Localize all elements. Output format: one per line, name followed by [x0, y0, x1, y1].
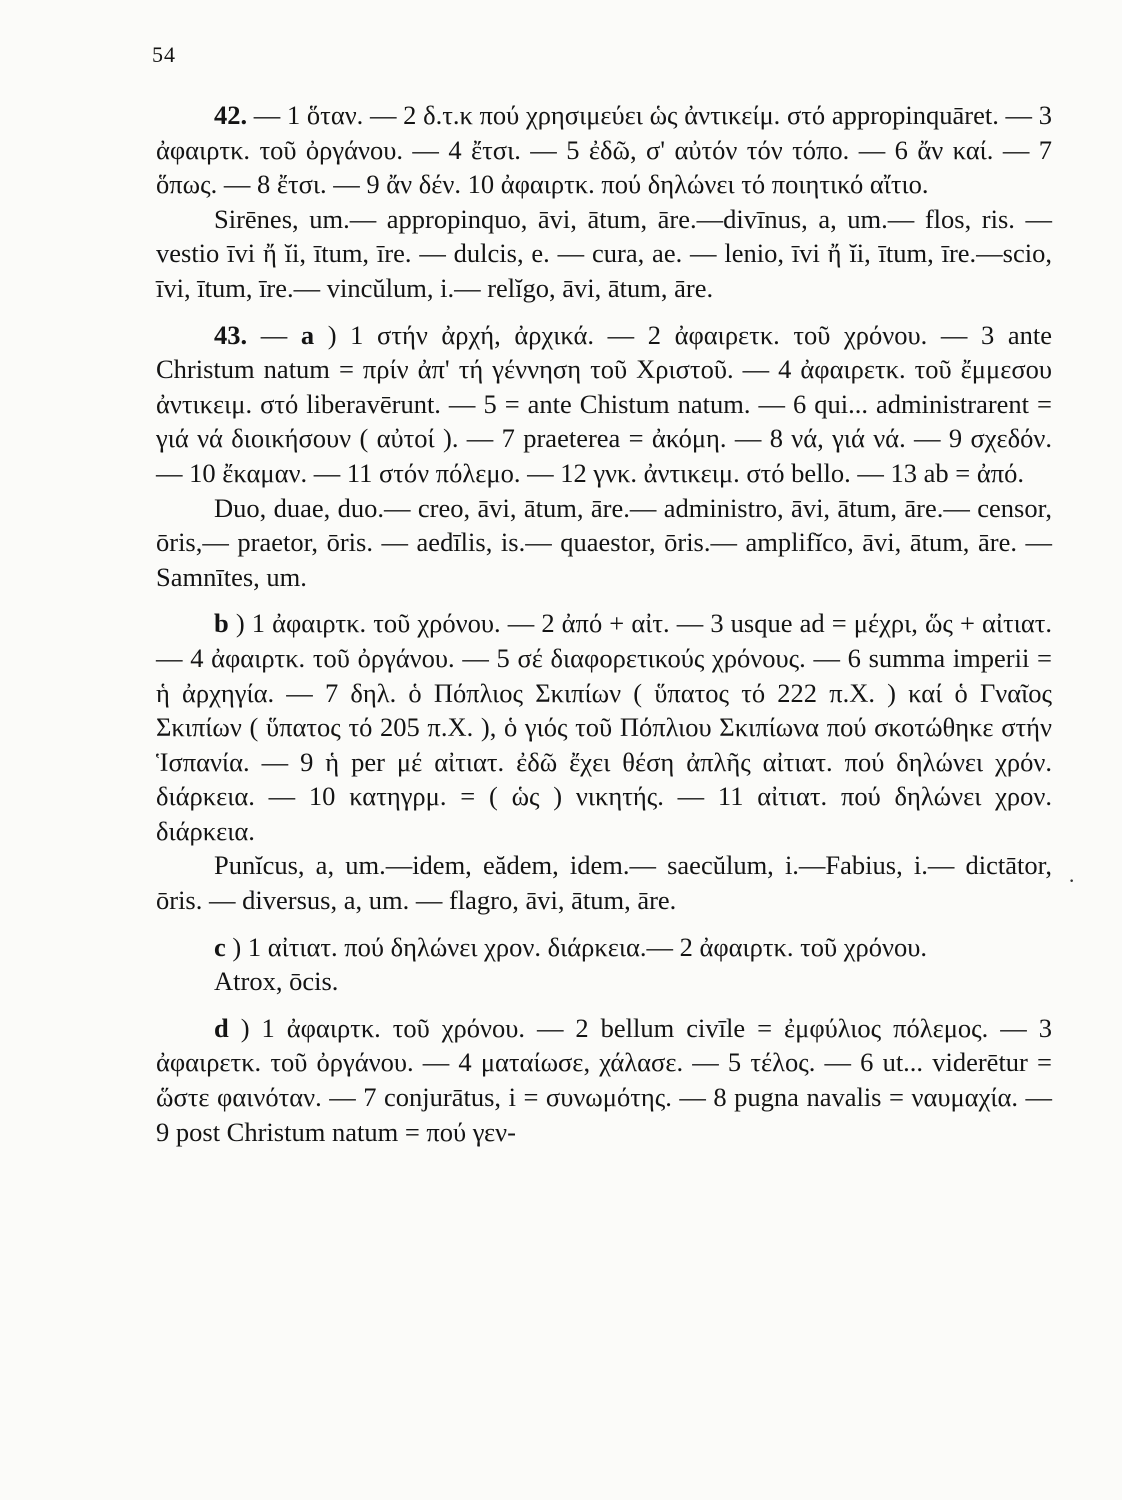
paragraph-text: Duo, duae, duo.— creo, āvi, ātum, āre.— administro, āvi, ātum, āre.— censor, ōris,— praetor, ōris. — aedīlis, is.— quaestor, ōris.— amplifĭco, āvi, ātum, āre. — Samnītes, um.	[156, 492, 1052, 592]
margin-mark: ·	[1068, 868, 1076, 893]
paragraph-text: Sirēnes, um.— appropinquo, āvi, ātum, āre.—divīnus, a, um.— flos, ris. — vestio īvi ἤ ĭi, ītum, īre. — dulcis, e. — cura, ae. — lenio, īvi ἤ ĭi, ītum, īre.—scio, īvi, ītum, īre.— vincŭlum, i.— relĭgo, āvi, ātum, āre.	[156, 203, 1052, 303]
page-number: 54	[152, 42, 176, 67]
subsection-letter: d	[214, 1012, 229, 1043]
paragraph-text: Punĭcus, a, um.—idem, eădem, idem.— saecŭlum, i.—Fabius, i.— dictātor, ōris. — diversus, a, um. — flagro, āvi, ātum, āre.	[156, 850, 1052, 916]
body-text	[156, 98, 1052, 1149]
paragraph-42-vocabulary	[156, 202, 1052, 306]
paragraph-43d-notes	[156, 1011, 1052, 1149]
paragraph-text: ) 1 αἰτιατ. πού δηλώνει χρον. διάρκεια.— 2 ἀφαιρτκ. τοῦ χρόνου.	[225, 931, 928, 962]
paragraph-43c-notes	[156, 930, 1052, 965]
paragraph-43c-vocabulary	[156, 964, 1052, 999]
subsection-letter: c	[214, 931, 226, 962]
section-number: 42.	[214, 100, 248, 130]
paragraph-43a-vocabulary	[156, 491, 1052, 595]
paragraph-text: ) 1 ἀφαιρτκ. τοῦ χρόνου. — 2 ἀπό + αἰτ. — 3 usque ad = μέχρι, ὥς + αἰτιατ. — 4 ἀφαιρτκ. τοῦ ὀργάνου. — 5 σέ διαφορετικούς χρόνους. — 6 summa imperii = ἡ ἀρχηγία. — 7 δηλ. ὁ Πόπλιος Σκιπίων ( ὕπατος τό 222 π.Χ. ) καί ὁ Γναῖος Σκιπίων ( ὕπατος τό 205 π.Χ. ), ὁ γιός τοῦ Πόπλιου Σκιπίωνα πού σκοτώθηκε στήν Ἱσπανία. — 9 ἡ per μέ αἰτιατ. ἐδῶ ἔχει θέση ἀπλῆς αἰτιατ. πού δηλώνει χρόν. διάρκεια. — 10 κατηγρμ. = ( ὡς ) νικητής. — 11 αἰτιατ. πού δηλώνει χρον. διάρκεια.	[156, 608, 1052, 846]
paragraph-43b-notes	[156, 606, 1052, 848]
paragraph-text: — 1 ὅταν. — 2 δ.τ.κ πού χρησιμεύει ὡς ἀντικείμ. στό appropinquāret. — 3 ἀφαιρτκ. τοῦ ὀργάνου. — 4 ἔτσι. — 5 ἐδῶ, σ' αὐτόν τόν τόπο. — 6 ἄν καί. — 7 ὅπως. — 8 ἔτσι. — 9 ἄν δέν. 10 ἀφαιρτκ. πού δηλώνει τό ποιητικό αἴτιο.	[156, 100, 1052, 200]
paragraph-text: ) 1 στήν ἀρχή, ἀρχικά. — 2 ἀφαιρετκ. τοῦ χρόνου. — 3 ante Christum natum = πρίν ἀπ' τή γέννηση τοῦ Χριστοῦ. — 4 ἀφαιρετκ. τοῦ ἔμμεσου ἀντικειμ. στό liberavērunt. — 5 = ante Chistum natum. — 6 qui... administrarent = γιά νά διοικήσουν ( αὐτοί ). — 7 praeterea = ἀκόμη. — 8 νά, γιά νά. — 9 σχεδόν. — 10 ἔκαμαν. — 11 στόν πόλεμο. — 12 γνκ. ἀντικειμ. στό bello. — 13 ab = ἀπό.	[156, 319, 1052, 488]
paragraph-text: ) 1 ἀφαιρτκ. τοῦ χρόνου. — 2 bellum civīle = ἐμφύλιος πόλεμος. — 3 ἀφαιρετκ. τοῦ ὀργάνου. — 4 ματαίωσε, χάλασε. — 5 τέλος. — 6 ut... viderētur = ὥστε φαινόταν. — 7 conjurātus, i = συνωμότης. — 8 pugna navalis = ναυμαχία. — 9 post Christum natum = πού γεν-	[156, 1012, 1052, 1147]
paragraph-43b-vocabulary	[156, 848, 1052, 917]
subsection-letter: a	[300, 319, 315, 350]
paragraph-42-notes	[156, 98, 1052, 202]
paragraph-text: Atrox, ōcis.	[214, 966, 339, 997]
subsection-letter: b	[214, 608, 229, 639]
section-number: 43.	[214, 319, 248, 350]
paragraph-43a-notes: 43. — a ) 1 στήν ἀρχή, ἀρχικά. — 2 ἀφαιρετκ. τοῦ χρόνου. — 3 ante Christum natum = πρίν ἀπ' τή γέννηση τοῦ Χριστοῦ. — 4 ἀφαιρετκ. τοῦ ἔμμεσου ἀντικειμ. στό liberavērunt. — 5 = ante Chistum natum. — 6 qui... administrarent = γιά νά διοικήσουν ( αὐτοί ). — 7 praeterea = ἀκόμη. — 8 νά, γιά νά. — 9 σχεδόν. — 10 ἔκαμαν. — 11 στόν πόλεμο. — 12 γνκ. ἀντικειμ. στό bello. — 13 ab = ἀπό.	[156, 319, 1052, 488]
